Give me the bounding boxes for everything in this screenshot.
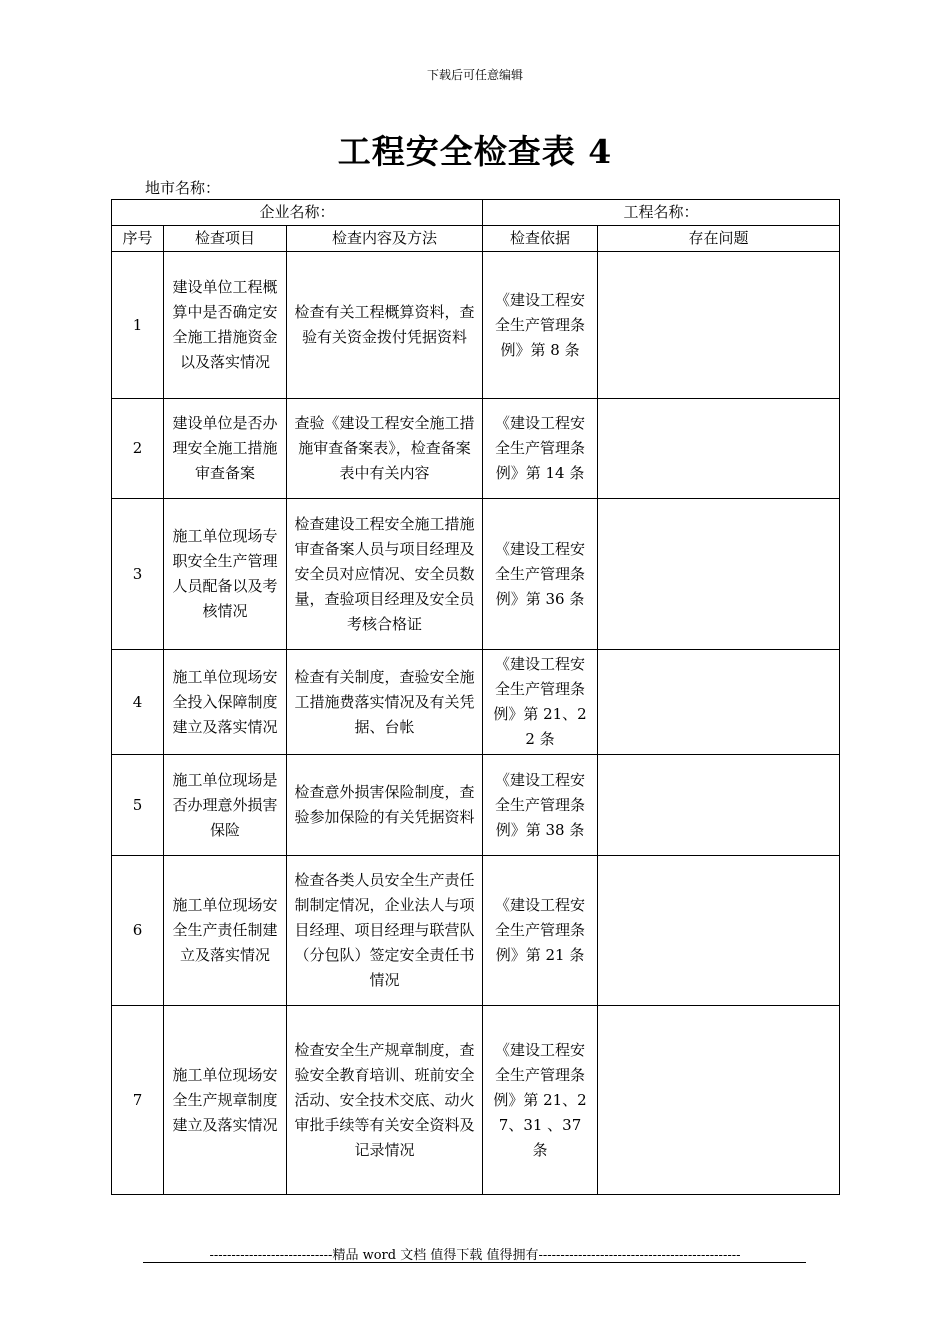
row-basis: 《建设工程安全生产管理条例》第 8 条	[483, 252, 598, 399]
row-item: 建设单位工程概算中是否确定安全施工措施资金以及落实情况	[164, 252, 287, 399]
row-content: 查验《建设工程安全施工措施审查备案表》，检查备案表中有关内容	[287, 399, 483, 499]
row-issue	[598, 1006, 840, 1195]
row-item: 施工单位现场专职安全生产管理人员配备以及考核情况	[164, 499, 287, 650]
row-item: 施工单位现场安全生产规章制度建立及落实情况	[164, 1006, 287, 1195]
row-item: 施工单位现场安全生产责任制建立及落实情况	[164, 856, 287, 1006]
project-name-label: 工程名称：	[483, 200, 840, 226]
table-row	[112, 755, 840, 856]
city-name-label: 地市名称：	[145, 179, 221, 197]
row-issue	[598, 399, 840, 499]
table-row	[112, 499, 840, 650]
row-item: 建设单位是否办理安全施工措施审查备案	[164, 399, 287, 499]
table-row	[112, 252, 840, 399]
row-issue	[598, 755, 840, 856]
row-issue	[598, 856, 840, 1006]
row-no: 5	[112, 755, 164, 856]
row-item: 施工单位现场安全投入保障制度建立及落实情况	[164, 650, 287, 755]
table-row	[112, 856, 840, 1006]
row-no: 2	[112, 399, 164, 499]
row-content: 检查意外损害保险制度，查验参加保险的有关凭据资料	[287, 755, 483, 856]
table-row	[112, 1006, 840, 1195]
row-no: 1	[112, 252, 164, 399]
safety-check-table	[111, 199, 840, 1195]
company-name-label: 企业名称：	[112, 200, 483, 226]
row-item: 施工单位现场是否办理意外损害保险	[164, 755, 287, 856]
table-row	[112, 399, 840, 499]
row-basis: 《建设工程安全生产管理条例》第 14 条	[483, 399, 598, 499]
col-header-item: 检查项目	[164, 226, 287, 252]
row-issue	[598, 252, 840, 399]
row-issue	[598, 650, 840, 755]
col-header-content: 检查内容及方法	[287, 226, 483, 252]
row-content: 检查各类人员安全生产责任制制定情况，企业法人与项目经理、项目经理与联营队（分包队）签定安全责任书情况	[287, 856, 483, 1006]
row-no: 3	[112, 499, 164, 650]
row-no: 7	[112, 1006, 164, 1195]
footer-divider	[143, 1262, 806, 1263]
row-no: 6	[112, 856, 164, 1006]
row-content: 检查安全生产规章制度，查验安全教育培训、班前安全活动、安全技术交底、动火审批手续等有关安全资料及记录情况	[287, 1006, 483, 1195]
row-basis: 《建设工程安全生产管理条例》第 21、22 条	[483, 650, 598, 755]
row-basis: 《建设工程安全生产管理条例》第 36 条	[483, 499, 598, 650]
row-content: 检查建设工程安全施工措施审查备案人员与项目经理及安全员对应情况、安全员数量，查验项目经理及安全员考核合格证	[287, 499, 483, 650]
row-content: 检查有关制度，查验安全施工措施费落实情况及有关凭据、台帐	[287, 650, 483, 755]
row-no: 4	[112, 650, 164, 755]
row-issue	[598, 499, 840, 650]
table-row	[112, 650, 840, 755]
info-row	[112, 200, 840, 226]
col-header-basis: 检查依据	[483, 226, 598, 252]
row-basis: 《建设工程安全生产管理条例》第 38 条	[483, 755, 598, 856]
column-header-row	[112, 226, 840, 252]
row-basis: 《建设工程安全生产管理条例》第 21、27、31 、37 条	[483, 1006, 598, 1195]
col-header-issue: 存在问题	[598, 226, 840, 252]
footer-text: ----------------------------精品 word 文档 值得下载 值得拥有----------------------------------------------	[209, 1248, 741, 1263]
col-header-no: 序号	[112, 226, 164, 252]
document-title: 工程安全检查表 4	[337, 132, 613, 171]
row-basis: 《建设工程安全生产管理条例》第 21 条	[483, 856, 598, 1006]
page-header-note: 下载后可任意编辑	[426, 68, 523, 82]
row-content: 检查有关工程概算资料，查验有关资金拨付凭据资料	[287, 252, 483, 399]
